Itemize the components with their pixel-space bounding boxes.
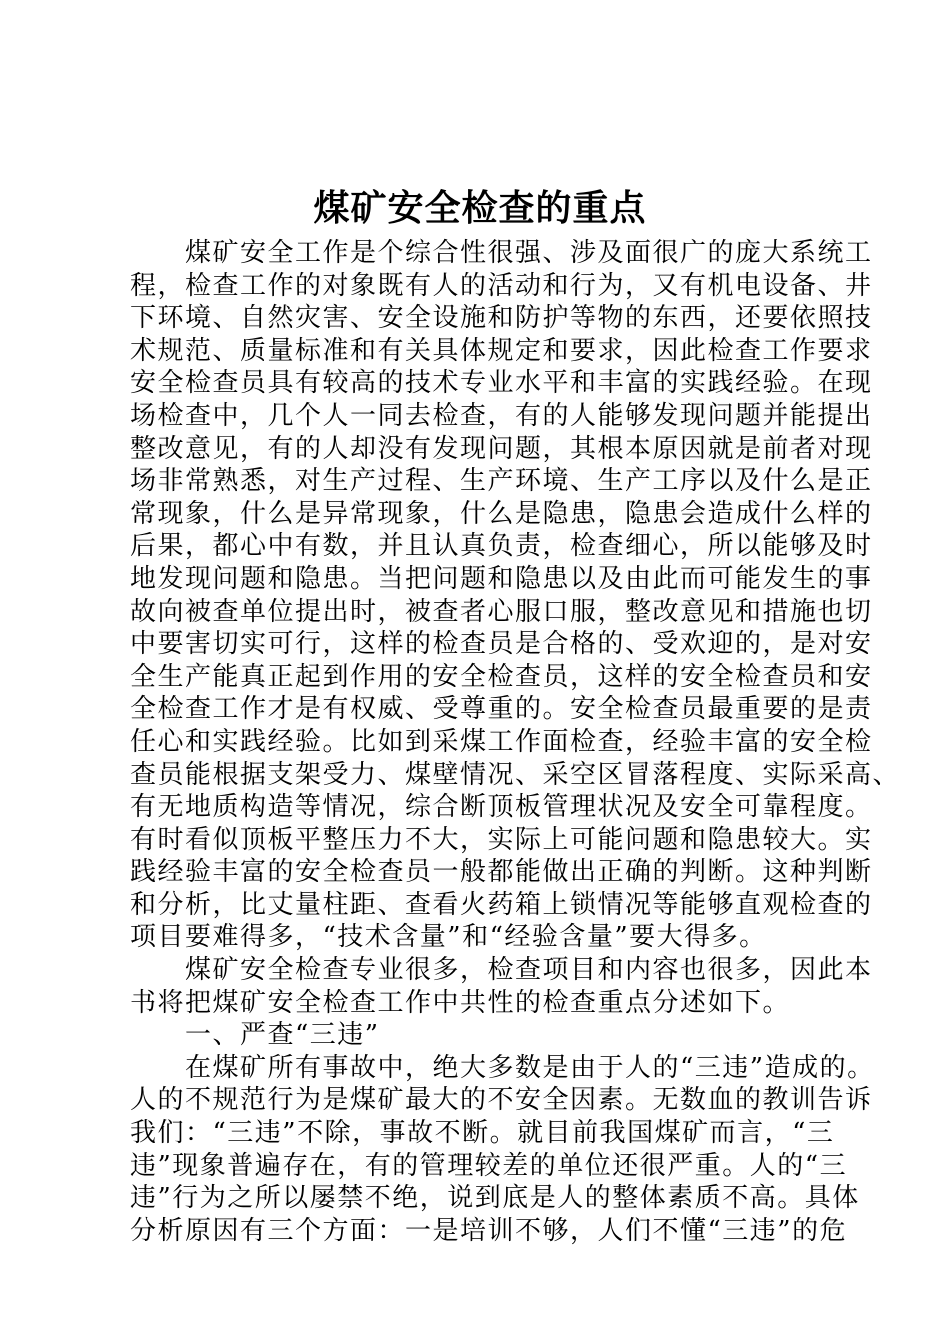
text-line: 全生产能真正起到作用的安全检查员，这样的安全检查员和安 bbox=[130, 661, 873, 692]
text-line: 全检查工作才是有权威、受尊重的。安全检查员最重要的是责 bbox=[130, 694, 873, 725]
text-line: 常现象，什么是异常现象，什么是隐患，隐患会造成什么样的 bbox=[130, 498, 873, 529]
document-body bbox=[130, 237, 901, 1247]
text-line: 场检查中，几个人一同去检查，有的人能够发现问题并能提出 bbox=[130, 400, 873, 431]
text-line: 整改意见，有的人却没有发现问题，其根本原因就是前者对现 bbox=[130, 433, 873, 464]
text-line: 和分析，比丈量柱距、查看火药箱上锁情况等能够直观检查的 bbox=[130, 889, 873, 920]
text-line: 场非常熟悉，对生产过程、生产环境、生产工序以及什么是正 bbox=[130, 466, 873, 497]
text-line: 查员能根据支架受力、煤壁情况、采空区冒落程度、实际采高、 bbox=[130, 759, 901, 790]
text-line: 后果，都心中有数，并且认真负责，检查细心，所以能够及时 bbox=[130, 531, 873, 562]
text-line: 任心和实践经验。比如到采煤工作面检查，经验丰富的安全检 bbox=[130, 726, 873, 757]
text-line: 践经验丰富的安全检查员一般都能做出正确的判断。这种判断 bbox=[130, 857, 873, 888]
text-line: 违”行为之所以屡禁不绝，说到底是人的整体素质不高。具体 bbox=[130, 1183, 860, 1214]
text-line: 程，检查工作的对象既有人的活动和行为，又有机电设备、井 bbox=[130, 270, 873, 301]
text-line: 我们：“三违”不除，事故不断。就目前我国煤矿而言，“三 bbox=[130, 1118, 835, 1149]
text-line: 中要害切实可行，这样的检查员是合格的、受欢迎的，是对安 bbox=[130, 629, 873, 660]
text-line: 有无地质构造等情况，综合断顶板管理状况及安全可靠程度。 bbox=[130, 792, 873, 823]
text-line: 故向被查单位提出时，被查者心服口服，整改意见和措施也切 bbox=[130, 596, 873, 627]
text-line: 人的不规范行为是煤矿最大的不安全因素。无数血的教训告诉 bbox=[130, 1085, 873, 1116]
text-line: 下环境、自然灾害、安全设施和防护等物的东西，还要依照技 bbox=[130, 303, 873, 334]
text-line: 一、严查“三违” bbox=[130, 1020, 380, 1051]
text-line: 地发现问题和隐患。当把问题和隐患以及由此而可能发生的事 bbox=[130, 563, 873, 594]
text-line: 违”现象普遍存在，有的管理较差的单位还很严重。人的“三 bbox=[130, 1150, 848, 1181]
text-line: 煤矿安全检查专业很多，检查项目和内容也很多，因此本 bbox=[130, 955, 873, 986]
text-line: 在煤矿所有事故中，绝大多数是由于人的“三违”造成的。 bbox=[130, 1052, 875, 1083]
text-line: 术规范、质量标准和有关具体规定和要求，因此检查工作要求 bbox=[130, 335, 873, 366]
document-title: 煤矿安全检查的重点 bbox=[313, 187, 647, 229]
text-line: 书将把煤矿安全检查工作中共性的检查重点分述如下。 bbox=[130, 987, 791, 1018]
text-line: 煤矿安全工作是个综合性很强、涉及面很广的庞大系统工 bbox=[130, 238, 873, 268]
text-line: 安全检查员具有较高的技术专业水平和丰富的实践经验。在现 bbox=[130, 368, 873, 399]
text-line: 有时看似顶板平整压力不大，实际上可能问题和隐患较大。实 bbox=[130, 824, 873, 855]
text-line: 项目要难得多，“技术含量”和“经验含量”要大得多。 bbox=[130, 922, 767, 953]
text-line: 分析原因有三个方面：一是培训不够，人们不懂“三违”的危 bbox=[130, 1215, 848, 1246]
